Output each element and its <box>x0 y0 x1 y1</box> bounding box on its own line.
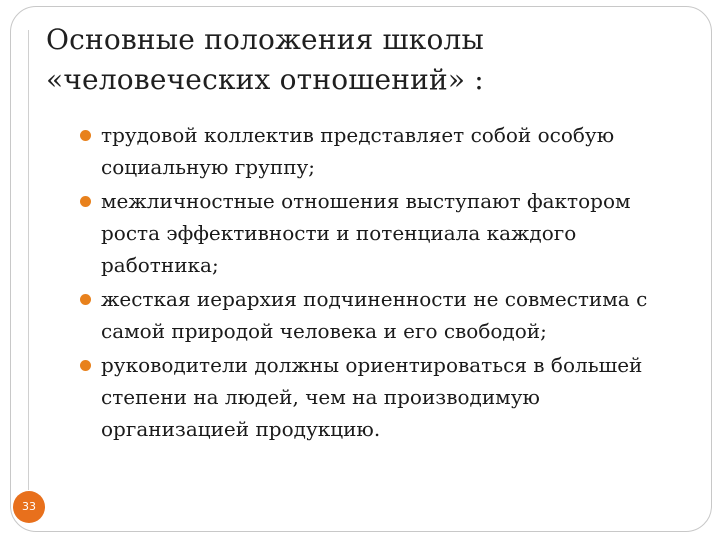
bullet-item <box>80 185 690 281</box>
side-divider <box>28 30 29 490</box>
bullet-dot-icon <box>80 196 91 207</box>
bullet-item <box>80 119 690 183</box>
bullet-text: трудовой коллектив представляет собой особую социальную группу; <box>101 123 615 179</box>
bullet-item <box>80 349 690 445</box>
bullet-list <box>80 119 690 447</box>
bullet-text: жесткая иерархия подчиненности не совместима с самой природой человека и его свободой; <box>101 287 648 343</box>
title-line-1: Основные положения школы <box>46 23 484 56</box>
bullet-dot-icon <box>80 294 91 305</box>
bullet-text: руководители должны ориентироваться в большей степени на людей, чем на производимую организацией продукцию. <box>101 353 643 441</box>
bullet-text: межличностные отношения выступают фактором роста эффективности и потенциала каждого работника; <box>101 189 631 277</box>
page-number-badge: 33 <box>13 491 45 523</box>
bullet-item <box>80 283 690 347</box>
bullet-dot-icon <box>80 360 91 371</box>
title-line-2: «человеческих отношений» : <box>46 63 484 96</box>
slide-title <box>46 20 686 100</box>
bullet-dot-icon <box>80 130 91 141</box>
